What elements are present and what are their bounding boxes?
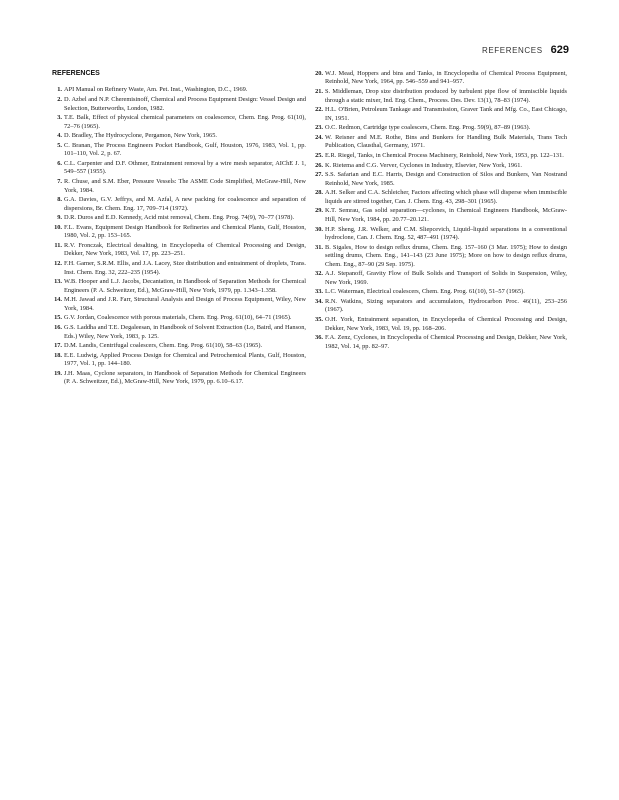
- reference-number: 7.: [57, 178, 62, 186]
- reference-text: R.V. Fronczak, Electrical desalting, in Encyclopedia of Chemical Processing and Design, Dekker, New York, 1983, Vol. 17, pp. 223–251.: [64, 242, 306, 258]
- reference-text: F.H. Garner, S.R.M. Ellis, and J.A. Lacey, Size distribution and entrainment of droplets, Trans. Inst. Chem. Eng. 32, 222–235 (1954).: [64, 260, 306, 276]
- reference-number: 23.: [315, 124, 323, 132]
- reference-number: 13.: [54, 278, 62, 286]
- reference-number: 29.: [315, 207, 323, 215]
- reference-text: W. Reisner and M.E. Rothe, Bins and Bunkers for Handling Bulk Materials, Trans Tech Publication, Clausthal, Germany, 1971.: [325, 133, 567, 150]
- reference-item: [52, 224, 306, 241]
- reference-item: [52, 314, 306, 322]
- reference-number: 14.: [54, 296, 62, 304]
- reference-text: J.H. Maas, Cyclone separators, in Handbook of Separation Methods for Chemical Engineers (P. A. Schweitzer, Ed.), McGraw-Hill, New York, 1979, pp. 6.10–6.17.: [64, 369, 306, 386]
- reference-item: [52, 196, 306, 213]
- reference-item: [52, 242, 306, 259]
- reference-number: 28.: [315, 189, 323, 197]
- reference-item: [52, 278, 306, 295]
- reference-number: 31.: [315, 243, 323, 251]
- page-number: 629: [550, 44, 569, 56]
- reference-text: H.L. O'Brien, Petroleum Tankage and Transmission, Graver Tank and Mfg. Co., East Chicago, IN, 1951.: [325, 106, 567, 122]
- reference-text: R. Chuse, and S.M. Eber, Pressure Vessels: The ASME Code Simplified, McGraw-Hill, New York, 1984.: [64, 178, 306, 194]
- reference-item: [313, 316, 567, 333]
- reference-text: G.S. Laddha and T.E. Degaleesan, in Handbook of Solvent Extraction (Lo, Baird, and Hanson, Eds.) Wiley, New York, 1983, p. 125.: [64, 324, 306, 340]
- reference-item: [313, 226, 567, 243]
- reference-item: [52, 160, 306, 177]
- reference-item: [313, 244, 567, 269]
- reference-number: 35.: [315, 316, 323, 324]
- reference-item: [52, 296, 306, 313]
- reference-number: 27.: [315, 171, 323, 179]
- reference-text: D. Bradley, The Hydrocyclone, Pergamon, New York, 1965.: [64, 132, 217, 140]
- reference-item: [52, 342, 306, 350]
- reference-text: API Manual on Refinery Waste, Am. Pet. Inst., Washington, D.C., 1969.: [64, 86, 248, 94]
- reference-item: [313, 134, 567, 151]
- reference-text: C. Branan, The Process Engineers Pocket Handbook, Gulf, Houston, 1976, 1983, Vol. 1, pp. 101–110, Vol. 2, p. 67.: [64, 141, 306, 158]
- reference-number: 21.: [315, 88, 323, 96]
- reference-text: O.C. Redmon, Cartridge type coalescers, Chem. Eng. Prog. 59(9), 87–89 (1963).: [325, 124, 531, 132]
- reference-text: E.R. Riegel, Tanks, in Chemical Process Machinery, Reinhold, New York, 1953, pp. 122–131.: [325, 152, 564, 160]
- reference-number: 26.: [315, 161, 323, 169]
- reference-number: 4.: [57, 132, 62, 140]
- reference-text: A.H. Selker and C.A. Schleicher, Factors affecting which phase will disperse when immiscible liquids are stirred together, Can. J. Chem. Eng. 43, 298–301 (1965).: [325, 189, 567, 205]
- reference-item: [52, 114, 306, 131]
- reference-text: E.E. Ludwig, Applied Process Design for Chemical and Petrochemical Plants, Gulf, Houston, 1977, Vol. 1, pp. 144–180.: [64, 351, 306, 368]
- reference-number: 2.: [57, 96, 62, 104]
- reference-item: [52, 142, 306, 159]
- reference-item: [313, 298, 567, 315]
- reference-item: [52, 260, 306, 277]
- reference-list-left: [52, 86, 306, 386]
- reference-number: 6.: [57, 160, 62, 168]
- reference-item: [313, 70, 567, 87]
- section-title: REFERENCES: [52, 70, 100, 77]
- reference-item: [52, 86, 306, 94]
- reference-text: D. Azbel and N.P. Cheremisinoff, Chemical and Process Equipment Design: Vessel Design and Selection, Butterworths, London, 1982.: [64, 96, 306, 112]
- reference-item: [313, 334, 567, 351]
- reference-text: H.P. Sheng, J.R. Welker, and C.M. Sliepcevich, Liquid–liquid separations in a conventional hydroclone, Can. J. Chem. Eng. 52, 487–491 (1974).: [325, 225, 567, 242]
- reference-number: 16.: [54, 324, 62, 332]
- reference-number: 24.: [315, 133, 323, 141]
- reference-text: B. Sigales, How to design reflux drums, Chem. Eng. 157–160 (3 Mar. 1975); How to design settling drums, Chem. Eng., 141–143 (23 June 1975); More on how to design reflux drums, Chem. Eng., 87–90 (29 Sep. 1975).: [325, 243, 567, 268]
- reference-text: M.H. Jawad and J.R. Farr, Structural Analysis and Design of Process Equipment, Wiley, New York, 1984.: [64, 296, 306, 312]
- reference-text: D.M. Landis, Centrifugal coalescers, Chem. Eng. Prog. 61(10), 58–63 (1965).: [64, 342, 263, 350]
- running-title: REFERENCES: [481, 46, 543, 55]
- reference-text: W.J. Mead, Hoppers and bins and Tanks, in Encyclopedia of Chemical Process Equipment, Reinhold, New York, 1964, pp. 546–559 and 941–957.: [325, 70, 567, 86]
- reference-text: S. Middleman, Drop size distribution produced by turbulent pipe flow of immiscible liquids through a static mixer, Ind. Eng. Chem., Process. Des. Dev. 13(1), 78–83 (1974).: [325, 88, 567, 104]
- reference-item: [52, 132, 306, 140]
- reference-number: 5.: [57, 141, 62, 149]
- reference-text: F.A. Zenz, Cyclones, in Encyclopedia of Chemical Processing and Design, Dekker, New York, 1982, Vol. 14, pp. 82–97.: [325, 334, 567, 350]
- reference-item: [313, 171, 567, 188]
- reference-number: 36.: [315, 334, 323, 342]
- reference-item: [52, 324, 306, 341]
- reference-number: 10.: [54, 223, 62, 231]
- reference-number: 22.: [315, 106, 323, 114]
- left-column: [52, 70, 306, 388]
- reference-text: F.L. Evans, Equipment Design Handbook for Refineries and Chemical Plants, Gulf, Houston, 1980, Vol. 2, pp. 153–165.: [64, 223, 306, 240]
- reference-number: 20.: [315, 70, 323, 77]
- reference-number: 25.: [315, 152, 323, 160]
- reference-text: C.L. Carpenter and D.F. Othmer, Entrainment removal by a wire mesh separator, AIChE J. 1, 549–557 (1955).: [64, 160, 306, 176]
- reference-item: [313, 88, 567, 105]
- reference-number: 34.: [315, 297, 323, 305]
- reference-text: L.C. Waterman, Electrical coalescers, Chem. Eng. Prog. 61(10), 51–57 (1965).: [325, 288, 525, 296]
- reference-number: 19.: [54, 369, 62, 377]
- reference-item: [313, 152, 567, 160]
- reference-number: 15.: [54, 314, 62, 322]
- reference-text: A.J. Stepanoff, Gravity Flow of Bulk Solids and Transport of Solids in Suspension, Wiley, New York, 1969.: [325, 270, 567, 286]
- reference-number: 9.: [57, 214, 62, 222]
- reference-item: [52, 370, 306, 387]
- reference-text: G.V. Jordan, Coalescence with porous materials, Chem. Eng. Prog. 61(10), 64–71 (1965).: [64, 314, 292, 322]
- reference-text: S.S. Safarian and E.C. Harris, Design and Construction of Silos and Bunkers, Van Nostrand Reinhold, New York, 1985.: [325, 171, 567, 187]
- reference-item: [313, 124, 567, 132]
- reference-item: [52, 214, 306, 222]
- reference-item: [313, 288, 567, 296]
- reference-text: O.H. York, Entrainment separation, in Encyclopedia of Chemical Processing and Design, Dekker, New York, 1983, Vol. 19, pp. 168–206.: [325, 316, 567, 332]
- reference-text: G.A. Davies, G.V. Jeffrys, and M. Azfal, A new packing for coalescence and separation of dispersions, Br. Chem. Eng. 17, 709–714 (1972).: [64, 196, 306, 212]
- reference-number: 32.: [315, 270, 323, 278]
- reference-text: D.R. Duros and E.D. Kennedy, Acid mist removal, Chem. Eng. Prog. 74(9), 70–77 (1978).: [64, 214, 295, 222]
- reference-number: 1.: [57, 86, 62, 94]
- reference-number: 33.: [315, 288, 323, 296]
- reference-text: K. Rietema and C.G. Verver, Cyclones in Industry, Elsevier, New York, 1961.: [325, 161, 522, 169]
- reference-item: [313, 162, 567, 170]
- reference-item: [313, 189, 567, 206]
- reference-number: 12.: [54, 260, 62, 268]
- reference-text: R.N. Watkins, Sizing separators and accumulators, Hydrocarbon Proc. 46(11), 253–256 (1967).: [325, 297, 567, 314]
- reference-number: 3.: [57, 114, 62, 122]
- running-head: [482, 44, 569, 56]
- reference-text: K.T. Semrau, Gas solid separation—cyclones, in Chemical Engineers Handbook, McGraw-Hill, New York, 1984, pp. 20.77–20.121.: [325, 207, 567, 223]
- reference-list-right: [313, 70, 567, 351]
- reference-number: 17.: [54, 342, 62, 350]
- reference-item: [313, 106, 567, 123]
- reference-item: [52, 96, 306, 113]
- reference-text: W.B. Hooper and L.J. Jacobs, Decantation, in Handbook of Separation Methods for Chemical Engineers (P. A. Schweitzer, Ed.), McGraw-Hill, New York, 1979, pp. 1.343–1.358.: [64, 278, 306, 294]
- reference-number: 11.: [54, 242, 62, 250]
- reference-number: 18.: [54, 351, 62, 359]
- reference-item: [52, 178, 306, 195]
- reference-number: 30.: [315, 225, 323, 233]
- reference-item: [313, 207, 567, 224]
- reference-item: [313, 270, 567, 287]
- reference-number: 8.: [57, 196, 62, 204]
- right-column: [313, 70, 567, 352]
- reference-text: T.E. Balk, Effect of physical chemical parameters on coalescence, Chem. Eng. Prog. 61(10), 72–76 (1965).: [64, 114, 306, 130]
- reference-item: [52, 352, 306, 369]
